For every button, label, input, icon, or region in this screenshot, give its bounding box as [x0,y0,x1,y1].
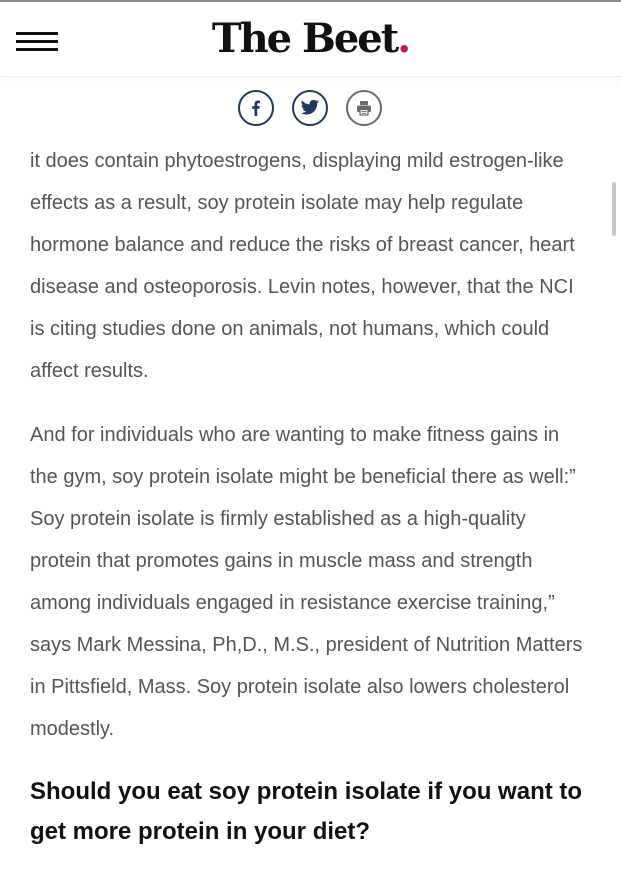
article-paragraph: it does contain phytoestrogens, displaying mild estrogen-like effects as a result, soy protein isolate may help regulate hormone balance and reduce the risks of breast cancer, heart disease and osteoporosis. Levin notes, however, that the NCI is citing studies done on animals, not humans, which could affect results. [30,150,575,382]
section-heading: Should you eat soy protein isolate if you want to get more protein in your diet? [30,778,583,845]
article-body [30,140,590,852]
site-logo[interactable] [0,14,621,64]
facebook-share-button[interactable] [238,90,274,126]
logo-text: The Beet [211,15,398,62]
scrollbar-thumb[interactable] [612,182,616,236]
share-bar [0,90,621,130]
facebook-icon [247,99,265,117]
twitter-share-button[interactable] [292,90,328,126]
logo-dot: . [397,15,410,62]
article-paragraph: And for individuals who are wanting to make fitness gains in the gym, soy protein isolate might be beneficial there as well:” Soy protein isolate is firmly established as a high-quality protein that promotes gains in muscle mass and strength among individuals engaged in resistance exercise training,” says Mark Messina, Ph,D., M.S., president of Nutrition Matters in Pittsfield, Mass. Soy protein isolate also lowers cholesterol modestly. [30,424,583,740]
twitter-icon [300,99,320,117]
print-button[interactable] [346,90,382,126]
site-header [0,2,621,77]
print-icon [355,99,373,117]
